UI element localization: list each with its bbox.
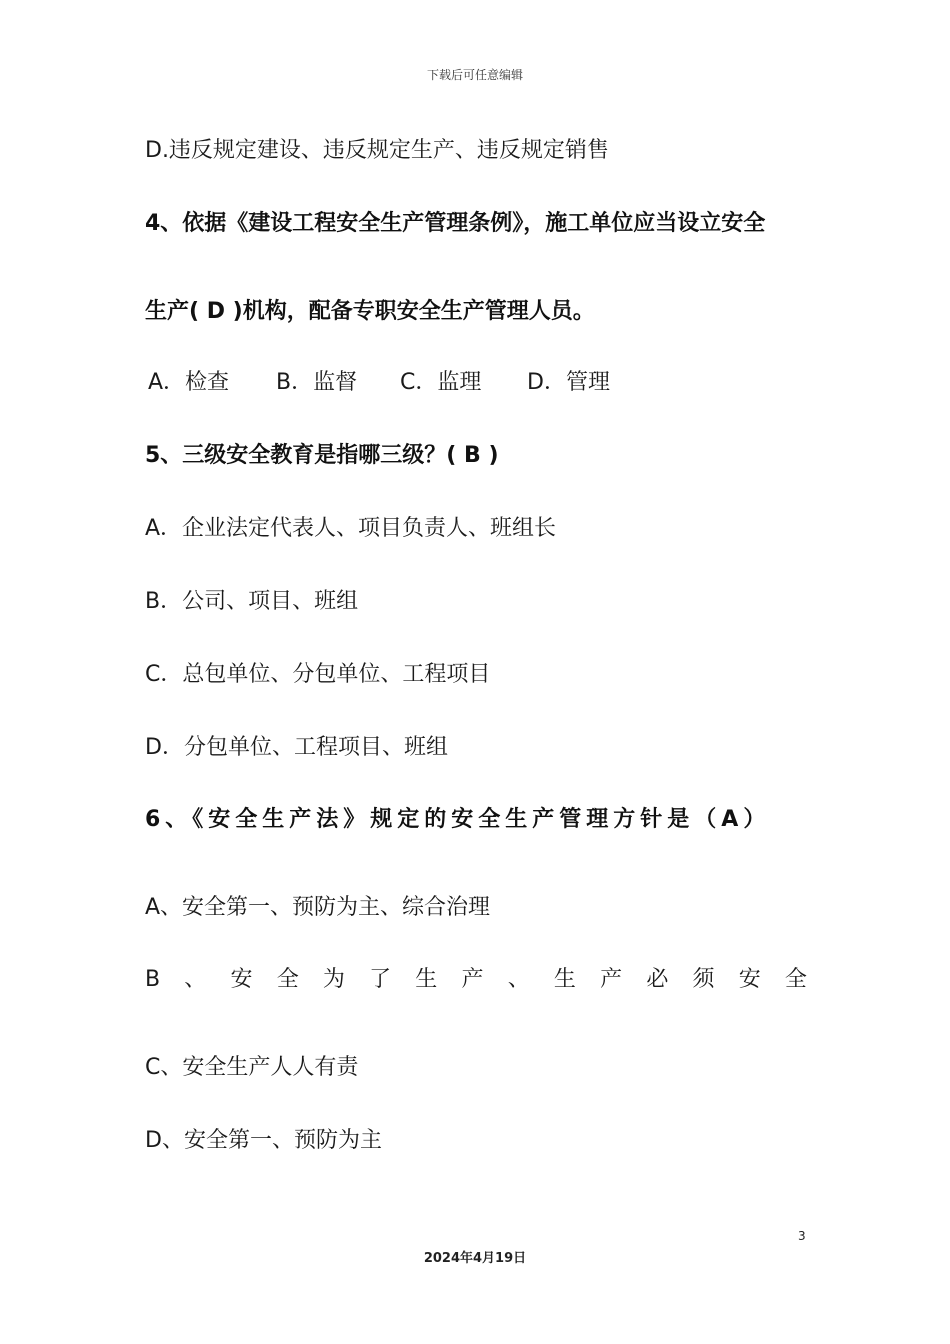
q4-options — [148, 368, 610, 398]
q4-option-d: D．管理 — [527, 370, 610, 395]
q3-option-d: D.违反规定建设、违反规定生产、违反规定销售 — [145, 138, 609, 163]
q6-option-b-char: 安 — [230, 967, 253, 992]
q6-option-b-char: 全 — [784, 967, 807, 992]
q6-option-b-char: 安 — [738, 967, 761, 992]
q6-option-a: A、安全第一、预防为主、综合治理 — [145, 895, 491, 920]
footer-date: 2024年4月19日 — [423, 1251, 527, 1266]
q6-option-b-char: 、 — [184, 967, 207, 992]
q5-option-a: A．企业法定代表人、项目负责人、班组长 — [145, 516, 557, 541]
q6-option-b-char: 了 — [369, 967, 392, 992]
q6-option-b-char: 产 — [461, 967, 484, 992]
q5-option-b: B．公司、项目、班组 — [145, 589, 359, 614]
q6-question: 6、《安全生产法》规定的安全生产管理方针是（A） — [145, 807, 771, 832]
q5-option-c: C．总包单位、分包单位、工程项目 — [145, 662, 491, 687]
page-number: 3 — [798, 1229, 806, 1243]
header-note: 下载后可任意编辑 — [426, 68, 523, 82]
q6-option-b-char: 生 — [415, 967, 438, 992]
q6-option-c: C、安全生产人人有责 — [145, 1055, 359, 1080]
q5-question: 5、三级安全教育是指哪三级？( B ) — [145, 443, 499, 468]
q4-option-a: A．检查 — [148, 370, 230, 395]
q6-option-b — [145, 965, 807, 997]
q6-option-b-char: 生 — [553, 967, 576, 992]
q4-question-line-1: 4、依据《建设工程安全生产管理条例》，施工单位应当设立安全 — [145, 211, 766, 236]
q6-option-b-char: 、 — [507, 967, 530, 992]
q4-question-line-2: 生产( D )机构，配备专职安全生产管理人员。 — [145, 299, 595, 324]
q4-option-b: B．监督 — [276, 370, 358, 395]
q6-option-b-char: B — [145, 967, 161, 992]
q5-option-d: D．分包单位、工程项目、班组 — [145, 735, 448, 760]
q6-option-b-char: 为 — [322, 967, 345, 992]
q6-option-d: D、安全第一、预防为主 — [145, 1128, 382, 1153]
q4-option-c: C．监理 — [400, 370, 482, 395]
q6-option-b-char: 须 — [692, 967, 715, 992]
q6-option-b-char: 必 — [646, 967, 669, 992]
q6-option-b-char: 产 — [600, 967, 623, 992]
q6-option-b-char: 全 — [276, 967, 299, 992]
